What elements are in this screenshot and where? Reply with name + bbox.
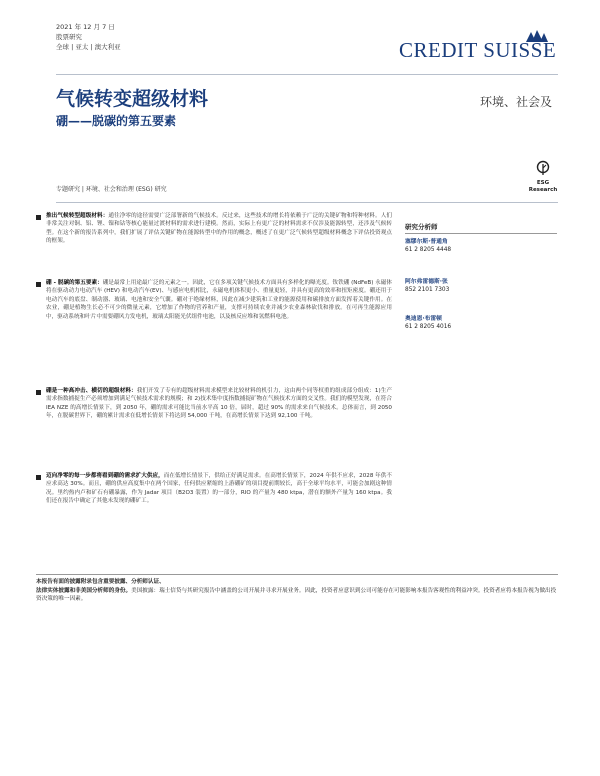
bullet-item-4 xyxy=(46,472,392,506)
doc-type: 股票研究 xyxy=(56,33,82,41)
bullet-body: 我们开发了专有的超级材料需求模型来比较材料的机引力，这由两个同等权重的组成部分组成：1)生产需求指数捕捉生产必须增加到满足气候技术需求的规模；和 2)技术集中度指数捕捉矿物在气候技术方面的交叉性。我们的模型发现，在符合 IEA NZE 的高增长情景下，到 2050 年，硼的需求可能比当前水平高 10 倍，届时，超过 90% 的需求来自气候技术。总体而言，到 2050 年，在脱碳世界下，硼的累计需求在低增长情景下将达到 54,000 千吨，在高增长情景下达到 92,100 千吨。 xyxy=(46,388,392,420)
analyst-entry xyxy=(405,238,451,254)
analyst-entry xyxy=(405,278,449,294)
bullet-item-1 xyxy=(46,212,392,246)
analyst-entry xyxy=(405,315,451,331)
analyst-name[interactable]: 阿尔弗雷德斯·张 xyxy=(405,279,448,285)
disclosure-bold: 法律实体披露和非美国分析师的身份。 xyxy=(36,588,132,594)
topic-line: 专题研究 | 环境、社会和治理 (ESG) 研究 xyxy=(56,186,167,193)
mid-divider xyxy=(56,202,558,203)
bullet-lead: 推出气候转型超级材料： xyxy=(46,213,109,219)
bullet-item-2 xyxy=(46,279,392,321)
analyst-phone: 61 2 8205 4448 xyxy=(405,247,452,253)
analysts-divider xyxy=(405,233,557,234)
bullet-marker xyxy=(36,390,41,395)
regions: 全球 | 亚太 | 澳大利亚 xyxy=(56,43,121,51)
bullet-marker xyxy=(36,215,41,220)
bullet-body: 而在低增长情景下，供给正好满足需求。在高增长情景下，2024 年供不应求，2028 年供不应求高达 30%。而且，硼的供应高度集中在两个国家，任何供应紧缩的上游硼矿的项目提前期较长，高于全球平均水平，可能会加剧这种情况。里约热内卢和矿石有硼暴露，作为 Jadar 项目（B2O3 装置）的一部分，RIO 的产量为 480 ktpa，潜在的额外产量为 160 ktpa。我们还在报告中确定了其他未发现的硼矿工。 xyxy=(46,473,392,505)
bullet-lead: 迈向净零的每一步都将看到硼的需求扩大供应， xyxy=(46,473,164,479)
bullet-marker xyxy=(36,475,41,480)
bullet-lead: 硼是一种高冲击、横切的超级材料： xyxy=(46,388,137,394)
disclosure-text: 美国披露：瑞士信贷与其研究报告中涵盖的公司开展并寻求开展业务。因此，投资者应意识到公司可能存在可能影响本报告客观性的利益冲突。投资者应将本报告视为做出投资决策的唯一因素。 xyxy=(36,588,557,603)
bullet-lead: 硼 - 脱碳的第五要素： xyxy=(46,280,103,286)
esg-badge xyxy=(526,160,560,200)
credit-suisse-logo xyxy=(395,28,555,68)
analyst-phone: 61 2 8205 4016 xyxy=(405,324,452,330)
page-subtitle: 硼——脱碳的第五要素 xyxy=(56,114,177,128)
leaf-icon xyxy=(536,160,550,176)
esg-research-label: Research xyxy=(528,187,558,193)
analyst-name[interactable]: 奥迪恩·布雷顿 xyxy=(405,316,442,322)
esg-label: ESG xyxy=(536,180,550,186)
footer-divider xyxy=(36,574,558,575)
analysts-heading: 研究分析师 xyxy=(405,223,438,231)
analyst-name[interactable]: 塞缪尔斯·普通角 xyxy=(405,239,448,245)
analyst-phone: 852 2101 7303 xyxy=(405,287,450,293)
logo-text: CREDIT SUISSE xyxy=(399,38,557,62)
bullet-body: 硼是最常上用途最广泛的元素之一。因此，它在多项关键气候技术方面具有多样化的曝光度。钕铁硼 (NdFeB) 永磁体将在驱动动力电动汽车 (HEV) 和电动汽车(EV)、与感应电机相比，永磁电机体积更小、重量更轻，并具有更高的效率和扭矩密度。硼还用于电动汽车的底盘、制动器、玻璃、电池和安全气囊。硼对于绝缘材料，因此在减少建筑和工业的能源使用和碳排放方面发挥着关键作用。在农业，硼是植物生长必不可少的微量元素，它增加了作物的营养和产量，支撑可持续农业并减少农业森林砍伐和排放。在可再生能源应用中，驱动系统和叶片中需要硼风力发电机，玻璃太阳能光伏组件电池，以及核反应堆和氢燃料电池。 xyxy=(46,280,392,320)
bullet-marker xyxy=(36,282,41,287)
top-divider xyxy=(56,74,558,75)
bullet-body: 通往净零的途径需要广泛部署新的气候技术。反过来，这些技术的增长将依赖于广泛的关键矿物和特种材料。人们非常关注对铜、铝、锂、镍和钴等核心能量过渡材料的需求进行建模。然而，实际上有更广泛的材料需求不仅涉及能源转型，还涉及气候转型。在这个新的报告系列中，我们扩展了评估关键矿物在能源转型中的作用的概念，概述了在更广泛气候转型超级材料概念下评估投资观点的框架。 xyxy=(46,213,392,245)
bullet-item-3 xyxy=(46,387,392,421)
report-date: 2021 年 12 月 7 日 xyxy=(56,23,115,31)
page-title: 气候转变超级材料 xyxy=(56,88,209,110)
disclosure-line-1: 本报告有面的披露附录包含重要披露、分析师认证、 xyxy=(36,579,165,585)
category-label: 环境、社会及 xyxy=(480,95,553,109)
disclosure-body xyxy=(36,587,558,604)
